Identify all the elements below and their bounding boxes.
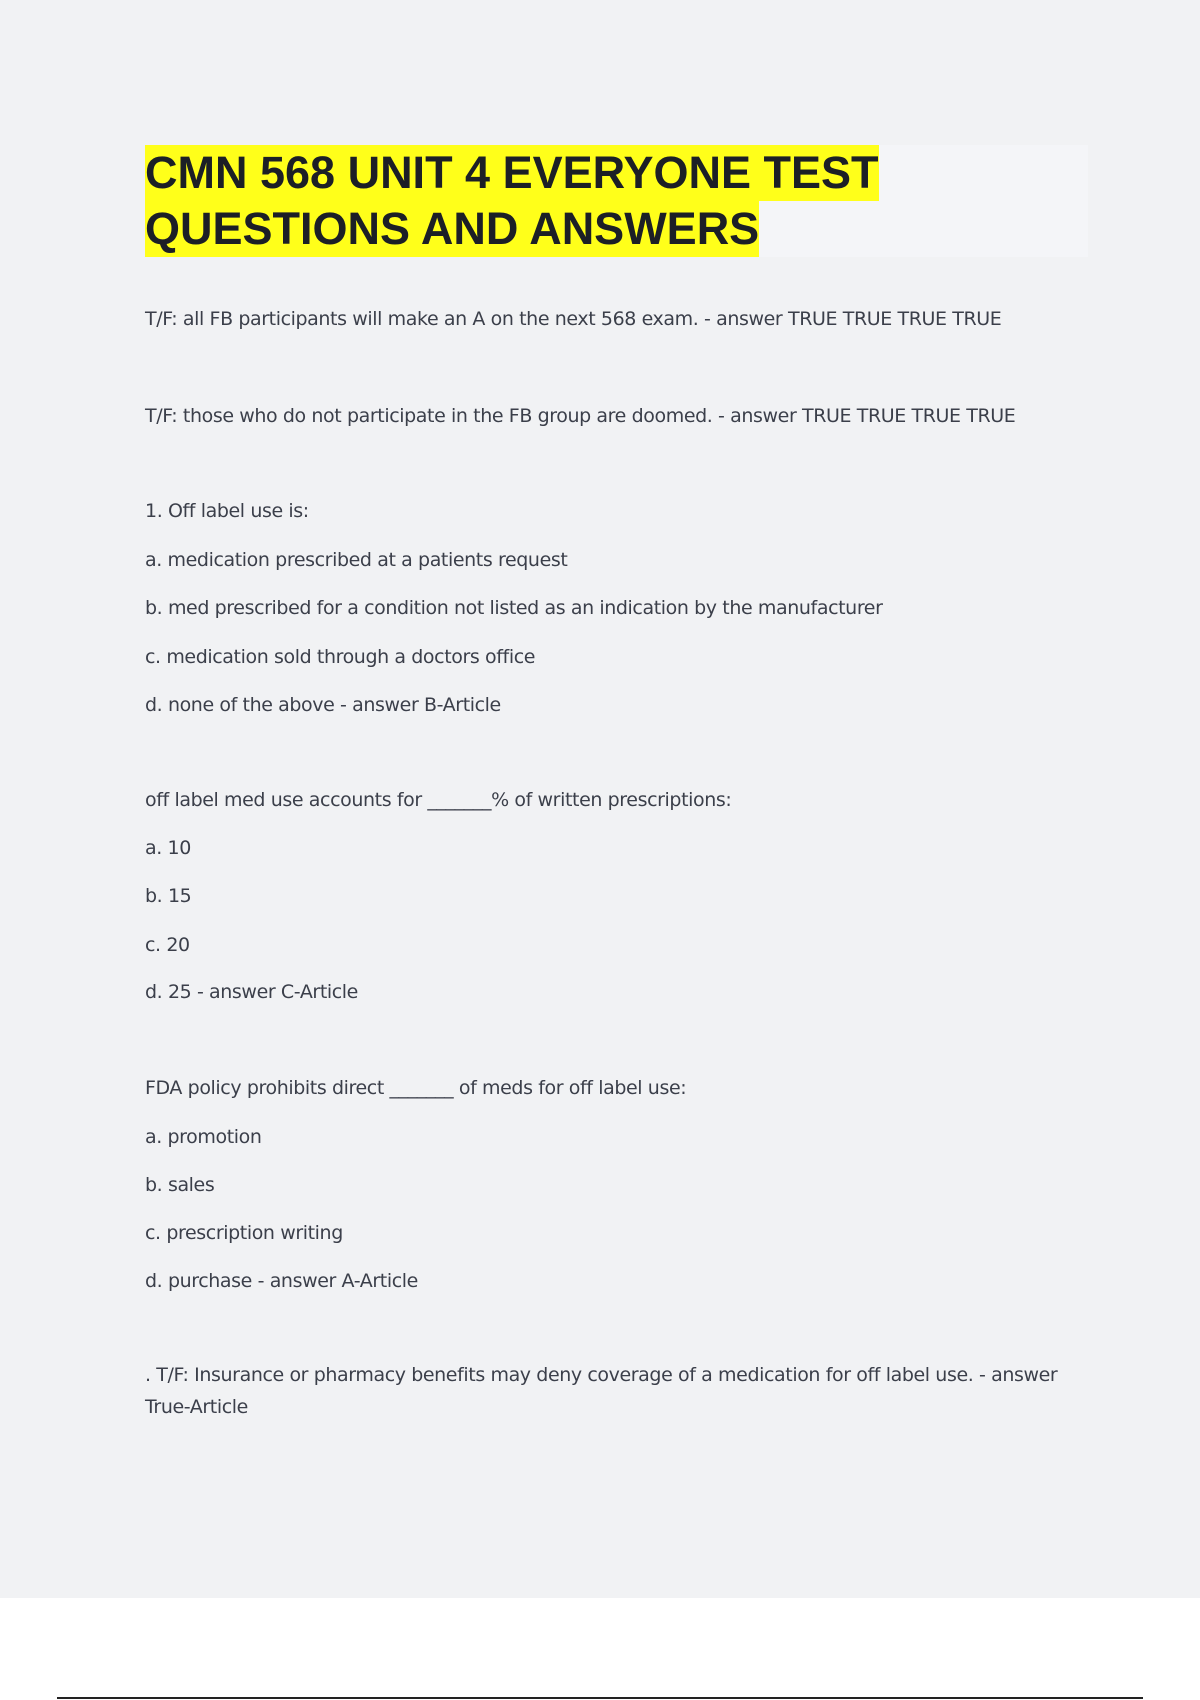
- question-3-option-c: c. prescription writing: [145, 1222, 343, 1244]
- question-3-option-b: b. sales: [145, 1174, 215, 1196]
- title-line-2: QUESTIONS AND ANSWERS: [145, 201, 759, 257]
- question-1-option-a: a. medication prescribed at a patients request: [145, 549, 568, 571]
- question-2-option-a: a. 10: [145, 837, 191, 859]
- question-2-option-d: d. 25 - answer C-Article: [145, 981, 358, 1003]
- question-3-option-a: a. promotion: [145, 1126, 262, 1148]
- document-title: [145, 145, 1088, 257]
- tf-question-3: . T/F: Insurance or pharmacy benefits may deny coverage of a medication for off label use. - answer True-Article: [145, 1364, 1058, 1418]
- question-1-option-c: c. medication sold through a doctors office: [145, 646, 536, 668]
- question-2-option-b: b. 15: [145, 885, 192, 907]
- question-3-option-d: d. purchase - answer A-Article: [145, 1270, 418, 1292]
- title-line-1: CMN 568 UNIT 4 EVERYONE TEST: [145, 145, 879, 201]
- tf-question-2: T/F: those who do not participate in the FB group are doomed. - answer TRUE TRUE TRUE TRUE: [145, 405, 1016, 427]
- question-2: off label med use accounts for _______% of written prescriptions:: [145, 789, 732, 811]
- question-1-option-b: b. med prescribed for a condition not listed as an indication by the manufacturer: [145, 597, 883, 619]
- footer-rule: [57, 1697, 1143, 1699]
- question-3: FDA policy prohibits direct _______ of meds for off label use:: [145, 1077, 687, 1099]
- question-1: 1. Off label use is:: [145, 500, 309, 522]
- tf-question-1: T/F: all FB participants will make an A on the next 568 exam. - answer TRUE TRUE TRUE TRUE: [145, 308, 1002, 330]
- question-2-option-c: c. 20: [145, 934, 190, 956]
- question-1-option-d: d. none of the above - answer B-Article: [145, 694, 501, 716]
